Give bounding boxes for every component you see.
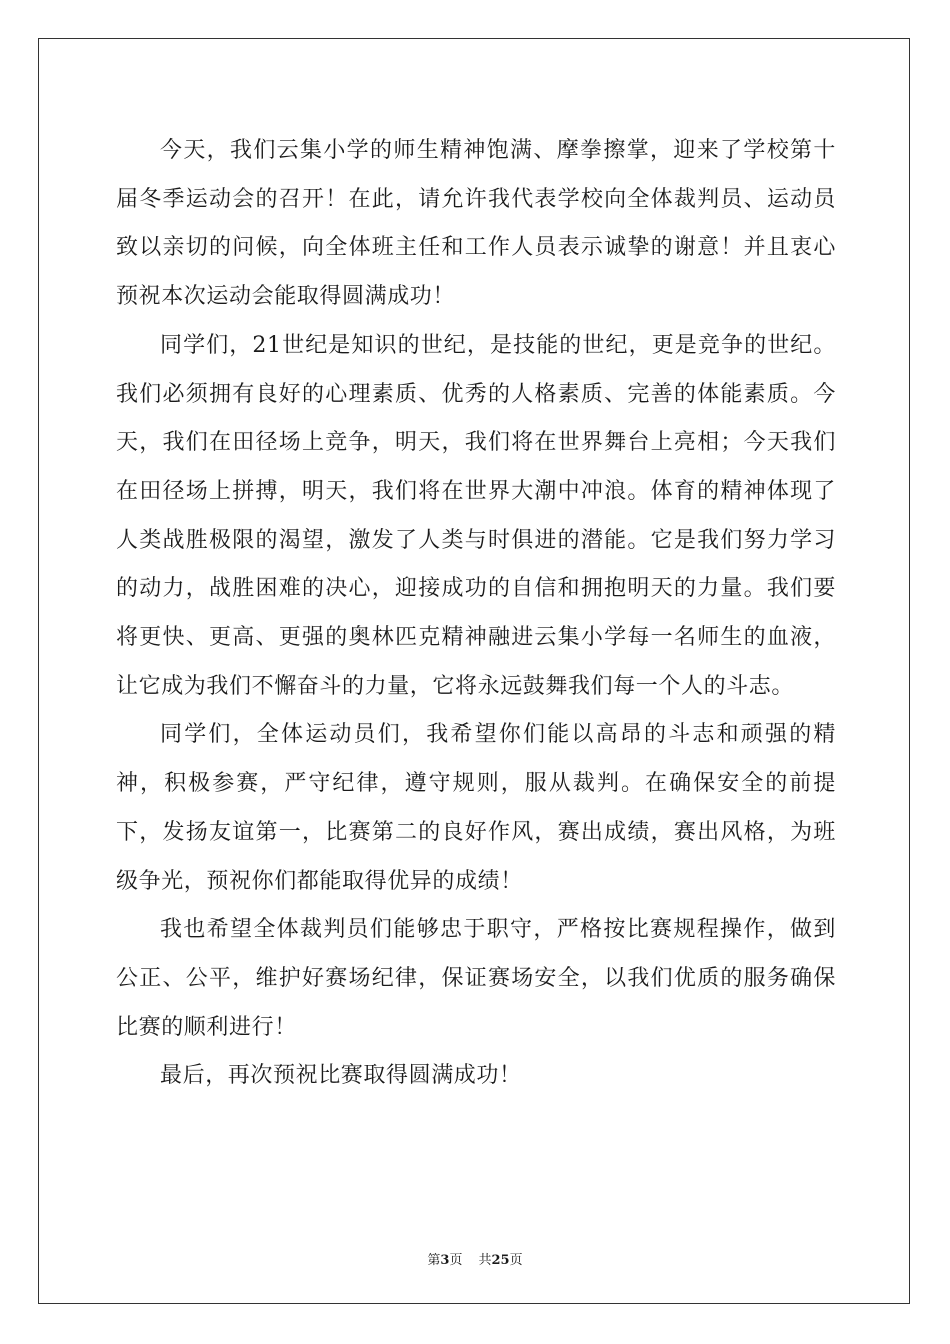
page-number: 3 (440, 1253, 450, 1268)
total-suffix: 页 (509, 1253, 523, 1268)
paragraph-century: 同学们，21世纪是知识的世纪，是技能的世纪，更是竞争的世纪。我们必须拥有良好的心理素质、优秀的人格素质、完善的体能素质。今天，我们在田径场上竞争，明天，我们将在世界舞台上亮相；今天我们在田径场上拼搏，明天，我们将在世界大潮中冲浪。体育的精神体现了人类战胜极限的渴望，激发了人类与时俱进的潜能。它是我们努力学习的动力，战胜困难的决心，迎接成功的自信和拥抱明天的力量。我们要将更快、更高、更强的奥林匹克精神融进云集小学每一名师生的血液，让它成为我们不懈奋斗的力量，它将永远鼓舞我们每一个人的斗志。 (116, 332, 836, 699)
page-suffix: 页 (449, 1253, 463, 1268)
document-body (116, 127, 836, 1101)
page-footer (0, 1249, 950, 1268)
total-pages: 25 (491, 1253, 510, 1268)
page-prefix: 第 (427, 1253, 441, 1268)
paragraph-closing: 最后，再次预祝比赛取得圆满成功！ (160, 1063, 522, 1089)
total-prefix: 共 (478, 1253, 492, 1268)
paragraph-athletes: 同学们，全体运动员们，我希望你们能以高昂的斗志和顽强的精神，积极参赛，严守纪律，遵守规则，服从裁判。在确保安全的前提下，发扬友谊第一，比赛第二的良好作风，赛出成绩，赛出风格，为班级争光，预祝你们都能取得优异的成绩！ (116, 722, 836, 894)
paragraph-opening: 今天，我们云集小学的师生精神饱满、摩拳擦掌，迎来了学校第十届冬季运动会的召开！在此，请允许我代表学校向全体裁判员、运动员致以亲切的问候，向全体班主任和工作人员表示诚挚的谢意！并且衷心预祝本次运动会能取得圆满成功！ (116, 138, 836, 310)
paragraph-referees: 我也希望全体裁判员们能够忠于职守，严格按比赛规程操作，做到公正、公平，维护好赛场纪律，保证赛场安全，以我们优质的服务确保比赛的顺利进行！ (116, 917, 836, 1040)
